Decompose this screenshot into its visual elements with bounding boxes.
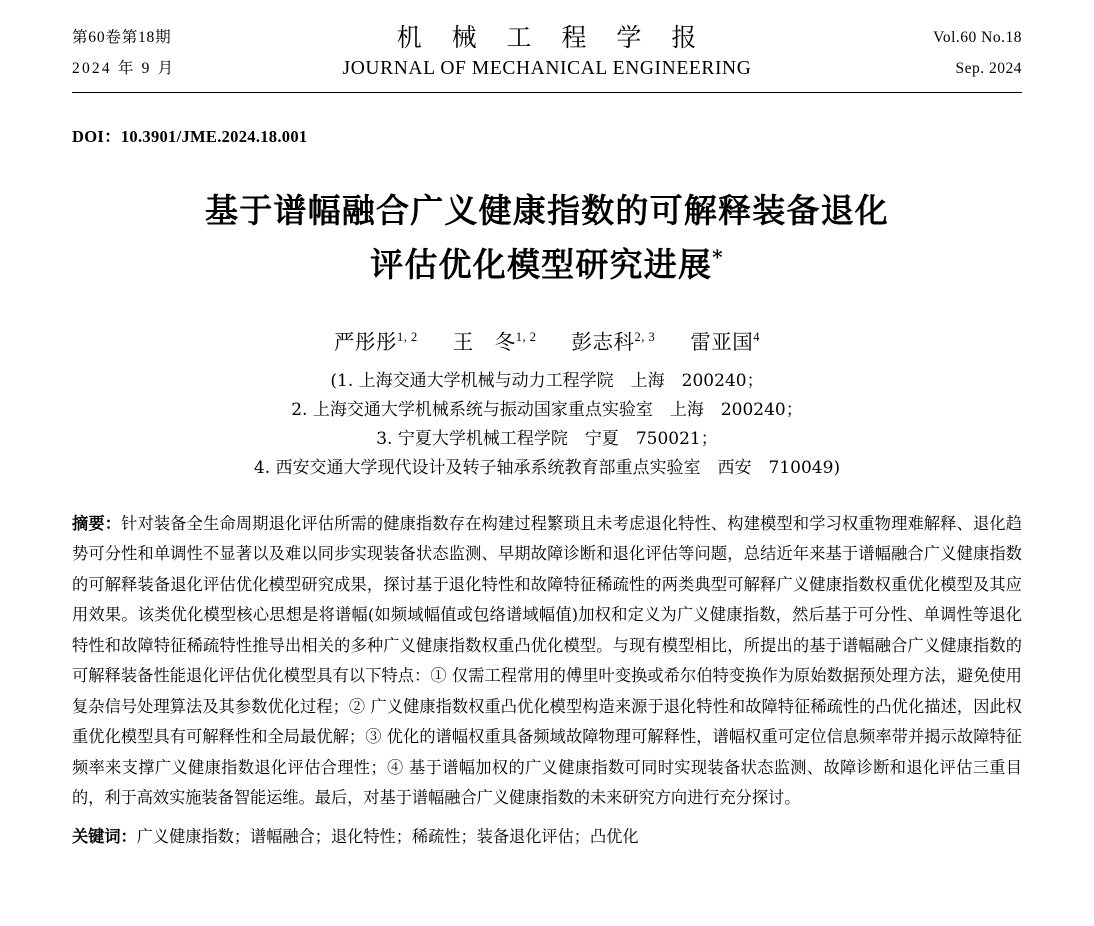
abstract-paragraph <box>72 509 1022 814</box>
author-1-name: 严彤彤 <box>333 329 397 354</box>
journal-volume-block <box>72 22 287 84</box>
doi-line: DOI：10.3901/JME.2024.18.001 <box>72 127 308 146</box>
affiliation-1: (1. 上海交通大学机械与动力工程学院 上海 200240； <box>330 370 764 391</box>
author-2-affil-marker: 1, 2 <box>515 330 537 344</box>
journal-volume-cn: 第60卷第18期 <box>72 29 172 46</box>
journal-header <box>72 0 1022 93</box>
author-1-affil-marker: 1, 2 <box>396 330 418 344</box>
journal-header-row <box>72 22 1022 84</box>
abstract-label: 摘要： <box>72 513 122 533</box>
affiliation-2: 2. 上海交通大学机械系统与振动国家重点实验室 上海 200240； <box>291 399 803 420</box>
affiliation-3: 3. 宁夏大学机械工程学院 宁夏 750021； <box>376 428 718 449</box>
title-line-1: 基于谱幅融合广义健康指数的可解释装备退化 <box>205 191 889 230</box>
journal-volume-en-block <box>807 22 1022 84</box>
journal-volume-en: Vol.60 No.18 <box>933 29 1022 46</box>
affiliation-list <box>72 367 1022 483</box>
title-line-2: 评估优化模型研究进展 <box>370 245 713 284</box>
header-divider <box>72 92 1022 93</box>
keywords-label: 关键词： <box>72 826 137 846</box>
author-3 <box>572 330 656 354</box>
author-2-name: 王 冬 <box>452 329 516 354</box>
title-footnote-marker: * <box>712 245 724 269</box>
journal-date-en: Sep. 2024 <box>955 60 1022 77</box>
author-4-name: 雷亚国 <box>690 329 754 354</box>
page-title <box>72 187 1022 288</box>
keywords-line <box>72 823 1022 851</box>
author-2 <box>453 330 537 354</box>
author-3-name: 彭志科 <box>571 329 635 354</box>
affiliation-4: 4. 西安交通大学现代设计及转子轴承系统教育部重点实验室 西安 710049) <box>253 457 841 478</box>
journal-title-block <box>287 22 807 84</box>
journal-title-cn: 机 械 工 程 学 报 <box>396 23 708 52</box>
journal-title-en: JOURNAL OF MECHANICAL ENGINEERING <box>342 58 752 79</box>
keywords-text: 广义健康指数；谱幅融合；退化特性；稀疏性；装备退化评估；凸优化 <box>136 826 639 846</box>
author-1 <box>334 330 418 354</box>
journal-date-cn: 2024 年 9 月 <box>72 60 176 77</box>
author-list <box>72 322 1022 357</box>
author-4-affil-marker: 4 <box>753 330 761 344</box>
author-3-affil-marker: 2, 3 <box>634 330 656 344</box>
abstract-text: 针对装备全生命周期退化评估所需的健康指数存在构建过程繁琐且未考虑退化特性、构建模型和学习权重物理难解释、退化趋势可分性和单调性不显著以及难以同步实现装备状态监测、早期故障诊断和退化评估等问题，总结近年来基于谱幅融合广义健康指数的可解释装备退化评估优化模型研究成果，探讨基于退化特性和故障特征稀疏性的两类典型可解释广义健康指数权重优化模型及其应用效果。该类优化模型核心思想是将谱幅(如频域幅值或包络谱域幅值)加权和定义为广义健康指数，然后基于可分性、单调性等退化特性和故障特征稀疏特性推导出相关的多种广义健康指数权重凸优化模型。与现有模型相比，所提出的基于谱幅融合广义健康指数的可解释装备性能退化评估优化模型具有以下特点：① 仅需工程常用的傅里叶变换或希尔伯特变换作为原始数据预处理方法，避免使用复杂信号处理算法及其参数优化过程；② 广义健康指数权重凸优化模型构造来源于退化特性和故障特征稀疏性的凸优化描述，因此权重优化模型具有可解释性和全局最优解；③ 优化的谱幅权重具备频域故障物理可解释性，谱幅权重可定位信息频率带并揭示故障特征频率来支撑广义健康指数退化评估合理性；④ 基于谱幅加权的广义健康指数可同时实现装备状态监测、故障诊断和退化评估三重目的，利于高效实施装备智能运维。最后，对基于谱幅融合广义健康指数的未来研究方向进行充分探讨。 <box>72 513 1023 808</box>
author-4 <box>690 330 760 354</box>
title-line-2-wrap <box>72 234 1022 288</box>
